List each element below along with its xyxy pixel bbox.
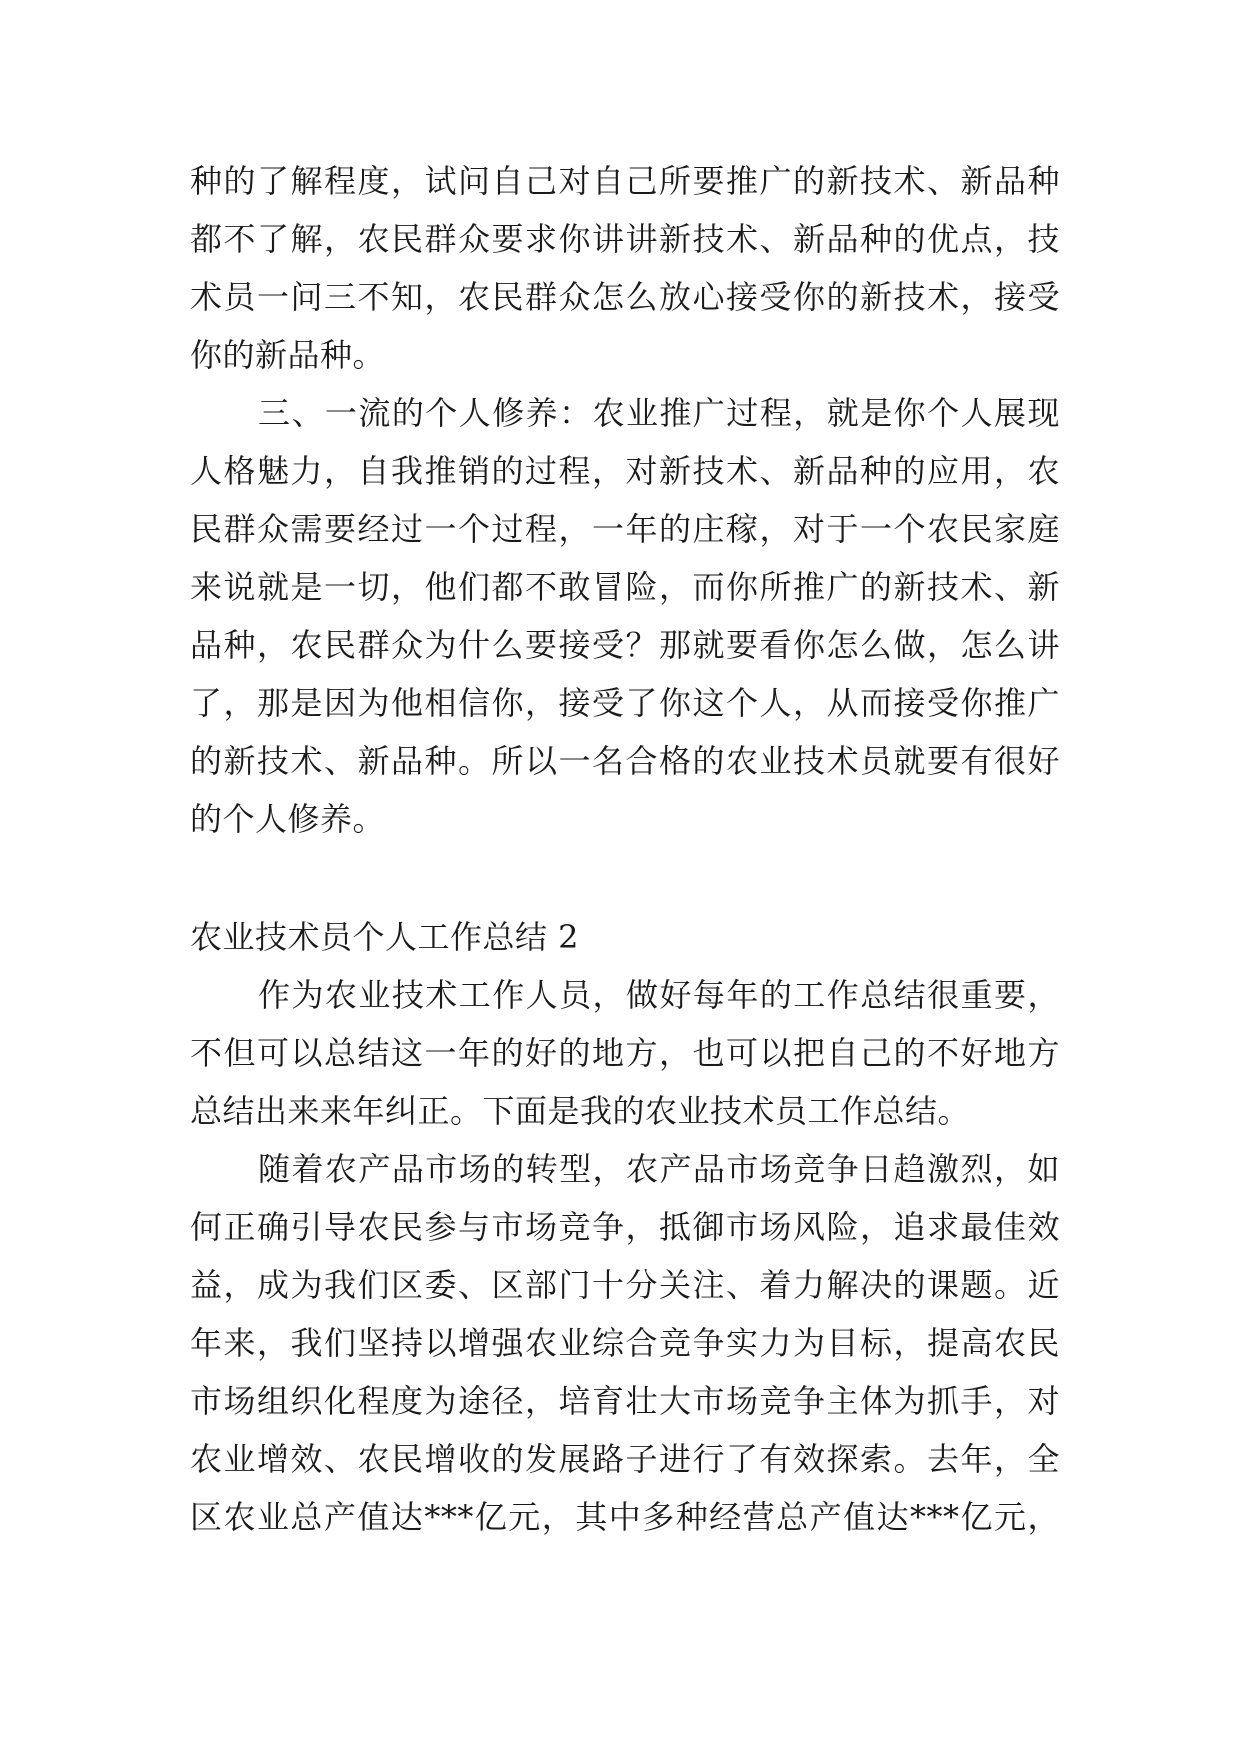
text-line: 不但可以总结这一年的好的地方，也可以把自己的不好地方 — [190, 1034, 1060, 1072]
text-line: 品种，农民群众为什么要接受？那就要看你怎么做，怎么讲 — [190, 626, 1060, 664]
text-line: 三、一流的个人修养：农业推广过程，就是你个人展现 — [258, 394, 1060, 432]
text-line: 你的新品种。 — [190, 336, 386, 374]
paragraph-intro — [190, 966, 1060, 1140]
text-line: 益，成为我们区委、区部门十分关注、着力解决的课题。近 — [190, 1266, 1060, 1304]
text-line: 了，那是因为他相信你，接受了你这个人，从而接受你推广 — [190, 684, 1060, 722]
text-line: 市场组织化程度为途径，培育壮大市场竞争主体为抓手，对 — [190, 1382, 1060, 1420]
paragraph-continuation — [190, 152, 1060, 384]
text-line: 的个人修养。 — [190, 800, 386, 838]
text-line: 随着农产品市场的转型，农产品市场竞争日趋激烈，如 — [258, 1150, 1060, 1188]
text-line: 都不了解，农民群众要求你讲讲新技术、新品种的优点，技 — [190, 220, 1060, 258]
text-line: 人格魅力，自我推销的过程，对新技术、新品种的应用，农 — [190, 452, 1060, 490]
text-line: 术员一问三不知，农民群众怎么放心接受你的新技术，接受 — [190, 278, 1060, 316]
section-heading: 农业技术员个人工作总结 2 — [190, 918, 580, 956]
text-line: 总结出来来年纠正。下面是我的农业技术员工作总结。 — [190, 1092, 971, 1130]
text-line: 区农业总产值达***亿元，其中多种经营总产值达***亿元， — [190, 1498, 1060, 1536]
text-line: 种的了解程度，试问自己对自己所要推广的新技术、新品种 — [190, 162, 1060, 200]
text-line: 作为农业技术工作人员，做好每年的工作总结很重要， — [258, 976, 1060, 1014]
text-line: 的新技术、新品种。所以一名合格的农业技术员就要有很好 — [190, 742, 1060, 780]
text-line: 何正确引导农民参与市场竞争，抵御市场风险，追求最佳效 — [190, 1208, 1060, 1246]
paragraph-personal-cultivation — [190, 384, 1060, 848]
text-line: 来说就是一切，他们都不敢冒险，而你所推广的新技术、新 — [190, 568, 1060, 606]
text-line: 农业增效、农民增收的发展路子进行了有效探索。去年，全 — [190, 1440, 1060, 1478]
text-line: 年来，我们坚持以增强农业综合竞争实力为目标，提高农民 — [190, 1324, 1060, 1362]
paragraph-market — [190, 1140, 1060, 1546]
text-line: 民群众需要经过一个过程，一年的庄稼，对于一个农民家庭 — [190, 510, 1060, 548]
